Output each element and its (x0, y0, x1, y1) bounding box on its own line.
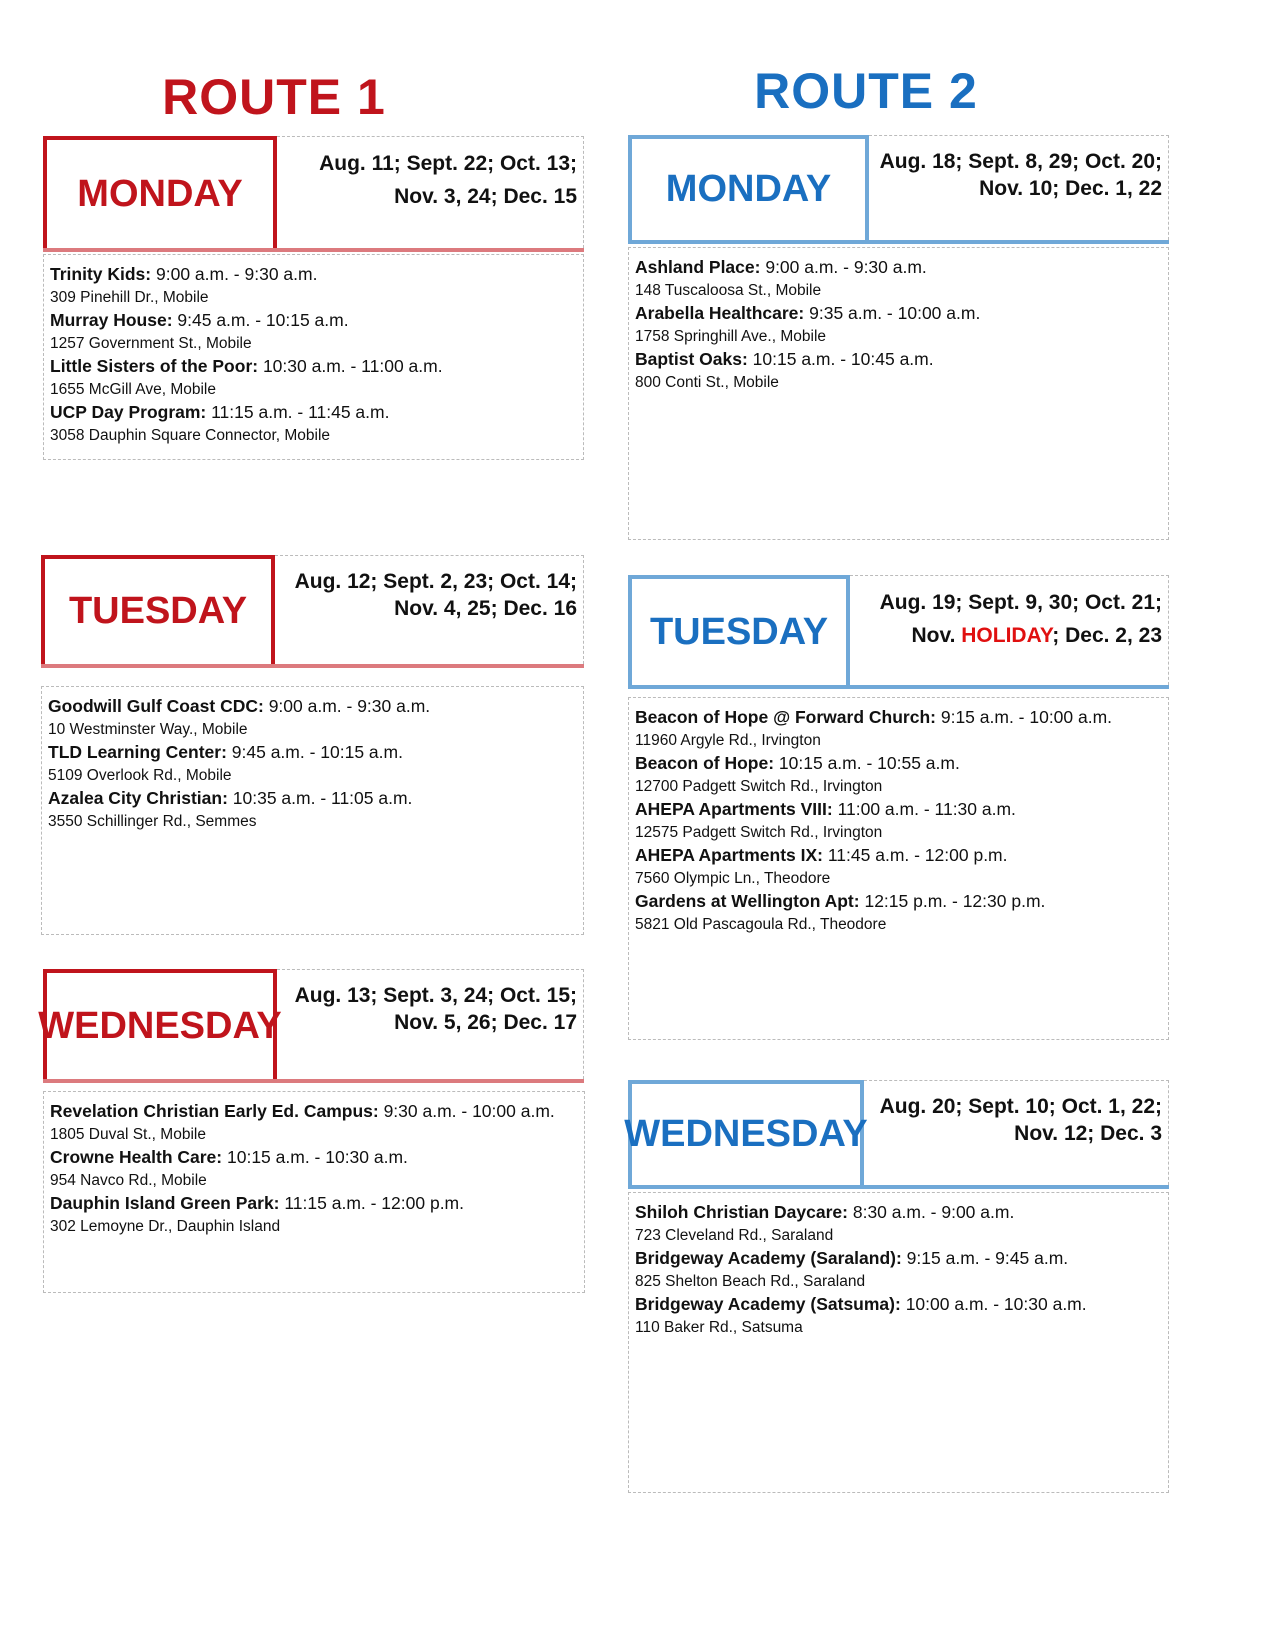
stop-address: 11960 Argyle Rd., Irvington (635, 732, 821, 749)
stop-address: 825 Shelton Beach Rd., Saraland (635, 1273, 866, 1290)
stop-name-line (50, 401, 577, 424)
stop-address: 5109 Overlook Rd., Mobile (48, 767, 232, 784)
stop-name-line (48, 787, 577, 810)
header-underline (41, 664, 584, 668)
stop-address: 7560 Olympic Ln., Theodore (635, 870, 831, 887)
dates-line-2: Nov. 12; Dec. 3 (1014, 1122, 1162, 1145)
stop-address: 302 Lemoyne Dr., Dauphin Island (50, 1218, 281, 1235)
stop-address: 723 Cleveland Rd., Saraland (635, 1227, 834, 1244)
day-label: TUESDAY (41, 555, 275, 664)
stop-name-line (635, 1247, 1162, 1270)
stop-name: Bridgeway Academy (Saraland): (635, 1248, 902, 1268)
stop-name: AHEPA Apartments VIII: (635, 799, 833, 819)
stop-time: 10:15 a.m. - 10:45 a.m. (747, 349, 934, 369)
header-underline (43, 248, 584, 252)
stop-time: 9:45 a.m. - 10:15 a.m. (226, 742, 403, 762)
stop-name: Little Sisters of the Poor: (50, 356, 259, 376)
stop-address: 800 Conti St., Mobile (635, 374, 779, 391)
stop-time: 8:30 a.m. - 9:00 a.m. (847, 1202, 1015, 1222)
stop-address: 1257 Government St., Mobile (50, 335, 252, 352)
dates-block (277, 969, 584, 1079)
dates-block (277, 136, 584, 248)
stop-time: 9:35 a.m. - 10:00 a.m. (804, 303, 981, 323)
stop-time: 10:00 a.m. - 10:30 a.m. (900, 1294, 1087, 1314)
dates-block (850, 575, 1169, 685)
stop-address: 309 Pinehill Dr., Mobile (50, 289, 209, 306)
stop-time: 11:00 a.m. - 11:30 a.m. (832, 799, 1016, 819)
stop-address: 3058 Dauphin Square Connector, Mobile (50, 427, 331, 444)
route-2-wednesday-header (624, 1080, 1169, 1189)
dates-line-2: Nov. 5, 26; Dec. 17 (394, 1011, 577, 1034)
dates-line-2: Nov. 4, 25; Dec. 16 (394, 597, 577, 620)
stop-name-line (50, 1100, 578, 1123)
stop-address: 12575 Padgett Switch Rd., Irvington (635, 824, 883, 841)
dates-line-1: Aug. 13; Sept. 3, 24; Oct. 15; (294, 984, 577, 1007)
route-1-tuesday-header (41, 555, 584, 668)
stop-name-line (50, 1192, 578, 1215)
stop-name-line (50, 1146, 578, 1169)
day-label: TUESDAY (628, 575, 850, 685)
stop-address: 3550 Schillinger Rd., Semmes (48, 813, 257, 830)
route-1-wednesday-stops (43, 1091, 585, 1293)
stop-time: 12:15 p.m. - 12:30 p.m. (859, 891, 1046, 911)
stop-time: 9:15 a.m. - 9:45 a.m. (901, 1248, 1069, 1268)
stop-name: Ashland Place: (635, 257, 761, 277)
dates-block (869, 135, 1169, 240)
stop-address: 1758 Springhill Ave., Mobile (635, 328, 827, 345)
stop-address: 148 Tuscaloosa St., Mobile (635, 282, 822, 299)
stop-name-line (635, 348, 1162, 371)
dates-line-1: Aug. 20; Sept. 10; Oct. 1, 22; (879, 1095, 1162, 1118)
day-label: MONDAY (43, 136, 277, 248)
stop-name: Azalea City Christian: (48, 788, 228, 808)
stop-name: Crowne Health Care: (50, 1147, 223, 1167)
stop-name-line (635, 798, 1162, 821)
route-2-monday-header (628, 135, 1169, 244)
stop-time: 9:30 a.m. - 10:00 a.m. (378, 1101, 555, 1121)
stop-name: Arabella Healthcare: (635, 303, 805, 323)
dates-block (864, 1080, 1169, 1185)
route-2-tuesday-stops (628, 697, 1169, 1040)
stop-time: 11:15 a.m. - 12:00 p.m. (279, 1193, 464, 1213)
stop-name: Dauphin Island Green Park: (50, 1193, 280, 1213)
header-underline (43, 1079, 584, 1083)
stop-name: Goodwill Gulf Coast CDC: (48, 696, 264, 716)
route-1-monday-header (43, 136, 584, 252)
route-2-tuesday-header (628, 575, 1169, 689)
stop-address: 5821 Old Pascagoula Rd., Theodore (635, 916, 887, 933)
stop-name: TLD Learning Center: (48, 742, 227, 762)
stop-time: 10:15 a.m. - 10:30 a.m. (222, 1147, 408, 1167)
stop-name: Revelation Christian Early Ed. Campus: (50, 1101, 379, 1121)
stop-name-line (48, 741, 577, 764)
route-1-wednesday-header (38, 969, 584, 1083)
stop-name: Shiloh Christian Daycare: (635, 1202, 848, 1222)
stop-name: Baptist Oaks: (635, 349, 748, 369)
stop-name-line (635, 890, 1162, 913)
stop-address: 1655 McGill Ave, Mobile (50, 381, 216, 398)
stop-time: 9:15 a.m. - 10:00 a.m. (935, 707, 1113, 727)
day-label: WEDNESDAY (628, 1080, 864, 1185)
stop-name: Murray House: (50, 310, 173, 330)
dates-line-1: Aug. 12; Sept. 2, 23; Oct. 14; (294, 570, 577, 593)
dates-line-2-suffix: ; Dec. 2, 23 (1052, 624, 1162, 647)
stop-time: 9:45 a.m. - 10:15 a.m. (172, 310, 349, 330)
dates-line-1: Aug. 18; Sept. 8, 29; Oct. 20; (879, 150, 1162, 173)
route-1-tuesday-stops (41, 686, 584, 935)
stop-name-line (635, 1293, 1162, 1316)
holiday-label: HOLIDAY (961, 624, 1053, 647)
stop-time: 10:35 a.m. - 11:05 a.m. (227, 788, 413, 808)
dates-block (275, 555, 584, 664)
stop-name: Beacon of Hope @ Forward Church: (635, 707, 936, 727)
stop-name: Bridgeway Academy (Satsuma): (635, 1294, 901, 1314)
stop-name-line (635, 1201, 1162, 1224)
dates-line-2-prefix: Nov. (911, 624, 962, 647)
stop-name-line (635, 302, 1162, 325)
stop-name-line (635, 752, 1162, 775)
route-2-monday-stops (628, 247, 1169, 540)
stop-name: Beacon of Hope: (635, 753, 775, 773)
stop-name-line (635, 844, 1162, 867)
stop-name: UCP Day Program: (50, 402, 207, 422)
header-underline (628, 685, 1169, 689)
stop-time: 9:00 a.m. - 9:30 a.m. (760, 257, 927, 277)
stop-name: AHEPA Apartments IX: (635, 845, 823, 865)
stop-address: 1805 Duval St., Mobile (50, 1126, 206, 1143)
stop-name-line (50, 309, 577, 332)
stop-name: Gardens at Wellington Apt: (635, 891, 860, 911)
stop-time: 11:15 a.m. - 11:45 a.m. (206, 402, 390, 422)
stop-address: 12700 Padgett Switch Rd., Irvington (635, 778, 883, 795)
stop-address: 954 Navco Rd., Mobile (50, 1172, 207, 1189)
dates-line-2 (850, 619, 1162, 652)
dates-line-2: Nov. 10; Dec. 1, 22 (979, 177, 1162, 200)
stop-time: 9:00 a.m. - 9:30 a.m. (263, 696, 431, 716)
stop-name-line (635, 256, 1162, 279)
day-label: WEDNESDAY (43, 969, 277, 1079)
header-underline (628, 1185, 1169, 1189)
dates-line-1: Aug. 11; Sept. 22; Oct. 13; (319, 152, 577, 175)
stop-name-line (635, 706, 1162, 729)
stop-time: 9:00 a.m. - 9:30 a.m. (151, 264, 318, 284)
stop-address: 110 Baker Rd., Satsuma (635, 1319, 803, 1336)
stop-name: Trinity Kids: (50, 264, 152, 284)
dates-line-2: Nov. 3, 24; Dec. 15 (394, 185, 577, 208)
route-1-title: ROUTE 1 (162, 69, 386, 125)
stop-time: 10:15 a.m. - 10:55 a.m. (774, 753, 960, 773)
stop-name-line (48, 695, 577, 718)
stop-time: 11:45 a.m. - 12:00 p.m. (823, 845, 1008, 865)
stop-time: 10:30 a.m. - 11:00 a.m. (258, 356, 443, 376)
dates-line-1: Aug. 19; Sept. 9, 30; Oct. 21; (879, 591, 1162, 614)
day-label: MONDAY (628, 135, 869, 240)
stop-address: 10 Westminster Way., Mobile (48, 721, 248, 738)
header-underline (628, 240, 1169, 244)
route-1-monday-stops (43, 254, 584, 460)
stop-name-line (50, 355, 577, 378)
stop-name-line (50, 263, 577, 286)
route-2-title: ROUTE 2 (754, 63, 978, 119)
route-2-wednesday-stops (628, 1192, 1169, 1493)
